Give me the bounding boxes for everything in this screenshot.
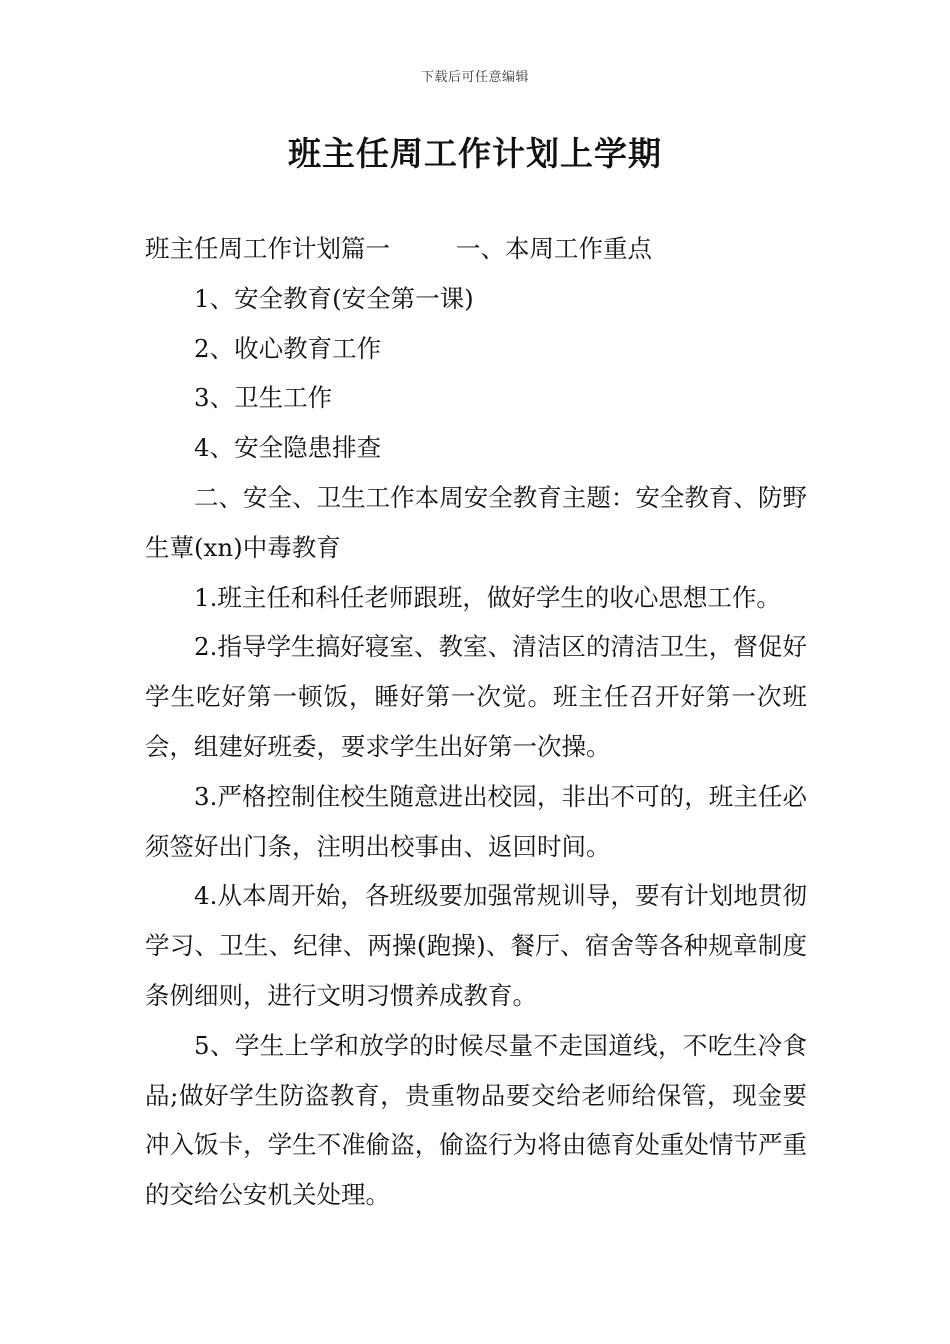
paragraph: 1.班主任和科任老师跟班，做好学生的收心思想工作。 (194, 582, 781, 612)
document-body (145, 224, 807, 1220)
paragraph: 二、安全、卫生工作本周安全教育主题：安全教育、防野生蕈(xn)中毒教育 (145, 482, 807, 562)
first-line (145, 224, 807, 274)
document-title: 班主任周工作计划上学期 (288, 134, 662, 173)
paragraph: 3.严格控制住校生随意进出校园，非出不可的，班主任必须签好出门条，注明出校事由、返回时间。 (145, 781, 807, 861)
header-note: 下载后可任意编辑 (420, 70, 529, 85)
paragraph: 5、学生上学和放学的时候尽量不走国道线，不吃生冷食品;做好学生防盗教育，贵重物品要交给老师给保管，现金要冲入饭卡，学生不准偷盗，偷盗行为将由德育处重处情节严重的交给公安机关处理。 (145, 1030, 807, 1210)
paragraph: 2、收心教育工作 (194, 333, 382, 363)
subsection-heading: 一、本周工作重点 (456, 234, 652, 263)
paragraph: 4、安全隐患排查 (194, 433, 382, 463)
paragraph: 1、安全教育(安全第一课) (194, 283, 474, 313)
paragraph: 2.指导学生搞好寝室、教室、清洁区的清洁卫生，督促好学生吃好第一顿饭，睡好第一次觉。班主任召开好第一次班会，组建好班委，要求学生出好第一次操。 (145, 632, 807, 761)
section-heading: 班主任周工作计划篇一 (145, 234, 390, 263)
paragraph: 3、卫生工作 (194, 383, 333, 413)
paragraph: 4.从本周开始，各班级要加强常规训导，要有计划地贯彻学习、卫生、纪律、两操(跑操)、餐厅、宿舍等各种规章制度条例细则，进行文明习惯养成教育。 (145, 881, 807, 1010)
